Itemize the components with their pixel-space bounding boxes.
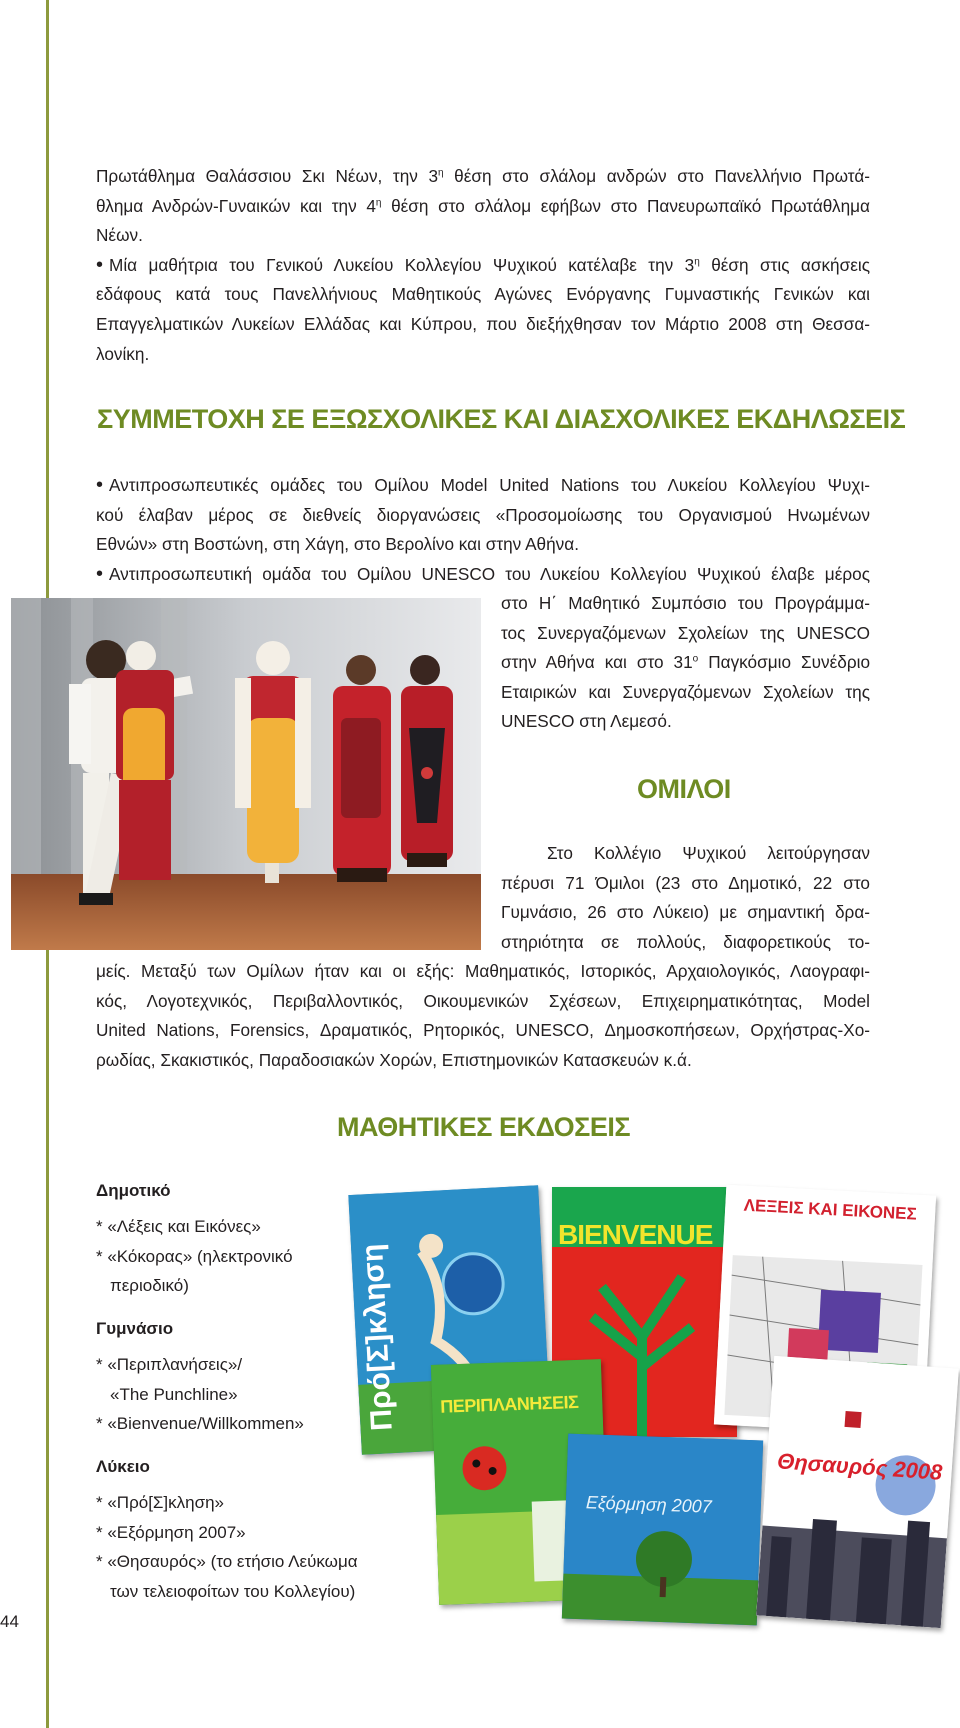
dancer-girl-4 (401, 655, 453, 867)
cover-title: ΛΕΞΕΙΣ ΚΑΙ ΕΙΚΟΝΕΣ (743, 1195, 918, 1224)
list-item: * «Πρό[Σ]κληση» (96, 1493, 225, 1512)
primary-list (96, 1212, 293, 1301)
dancer-girl-1 (116, 641, 174, 880)
cover-exormisi (562, 1434, 763, 1626)
group-heading-gymnasium: Γυμνάσιο (96, 1319, 174, 1338)
cover-title: Θησαυρός 2008 (776, 1448, 944, 1485)
list-item: * «Θησαυρός» (το ετήσιο Λεύκωμα (96, 1552, 358, 1572)
list-item: * «Κόκορας» (ηλεκτρονικό (96, 1246, 293, 1266)
clubs-paragraph-bottom: μείς. Μεταξύ των Ομίλων ήταν και οι εξής: Μαθηματικός, Ιστορικός, Αρχαιολογικός, Λαογραφι- κός, Λογοτεχνικός, Περιβαλλοντικός, Οικουμενικών Σχέσεων, Επιχειρηματικότητας, Model United Nations, Forensics, Δραματικός, Ρητορικός, UNESCO, Δημοσκοπήσεων, Ορχήστρας-Χο- ρωδίας, Σκακιστικός, Παραδοσιακών Χορών, Επιστημονικών Κατασκευών κ.ά. (96, 961, 870, 1070)
list-item: των τελειοφοίτων του Κολλεγίου) (110, 1581, 356, 1601)
page-number: 44 (0, 1612, 19, 1631)
list-item: * «Περιπλανήσεις»/ (96, 1355, 243, 1374)
list-item: «The Punchline» (110, 1384, 238, 1404)
cover-title: Πρό[Σ]κληση (355, 1242, 399, 1432)
cover-title: ΠΕΡΙΠΛΑΝΗΣΕΙΣ (439, 1391, 579, 1417)
cover-thisavros (756, 1356, 959, 1628)
events-paragraph: • Αντιπροσωπευτικές ομάδες του Ομίλου Model United Nations του Λυκείου Κολλεγίου Ψυχι- κού έλαβαν μέρος σε διεθνείς διοργανώσεις «Προσομοίωσης του Οργανισμού Ηνωμένων Εθνών» στη Βοστώνη, στη Χάγη, στο Βερολίνο και στην Αθήνα. • Αντιπροσωπευτική ομάδα του Ομίλου UNESCO του Λυκείου Κολλεγίου Ψυχικού έλαβε μέρος (96, 474, 870, 585)
dancer-girl-3 (333, 655, 391, 882)
list-item: περιοδικό) (110, 1276, 189, 1296)
list-item: * «Bienvenue/Willkommen» (96, 1414, 304, 1434)
unesco-paragraph: στο Η΄ Μαθητικό Συμπόσιο του Προγράμμα- τος Συνεργαζόμενων Σχολείων της UNESCO στην Αθήνα και στο $31^o$ Παγκόσμιο Συνέδριο Εταιρικών και Συνεργαζόμενων Σχολείων της UNESCO στη Λεμεσό. (501, 593, 870, 732)
cover-title: BIENVENUE (558, 1219, 713, 1250)
group-heading-lyceum: Λύκειο (96, 1457, 150, 1476)
clubs-paragraph-top: Στο Κολλέγιο Ψυχικού λειτούργησαν πέρυσι 71 Όμιλοι (23 στο Δημοτικό, 22 στο Γυμνάσιο, 26 στο Λύκειο) με σημαντική δρα- στηριότητα σε πολλούς, διαφορετικούς το- (501, 843, 870, 952)
section-title-publications: ΜΑΘΗΤΙΚΕΣ ΕΚΔΟΣΕΙΣ (337, 1112, 631, 1142)
cover-title: Εξόρμηση 2007 (585, 1492, 713, 1517)
section-title-events: ΣΥΜΜΕΤΟΧΗ ΣΕ ΕΞΩΣΧΟΛΙΚΕΣ ΚΑΙ ΔΙΑΣΧΟΛΙΚΕΣ ΕΚΔΗΛΩΣΕΙΣ (97, 404, 906, 434)
list-item: * «Εξόρμηση 2007» (96, 1522, 246, 1542)
lyceum-list (96, 1488, 358, 1606)
intro-paragraph: Πρωτάθλημα Θαλάσσιου Σκι Νέων, την $3^\eta$ θέση στο σλάλομ ανδρών στο Πανελλήνιο Πρωτά- θλημα Ανδρών-Γυναικών και την $4^\eta$ θέση στο σλάλομ εφήβων στο Πανευρωπαϊκό Πρωτάθλημα Νέων. • Μία μαθήτρια του Γενικού Λυκείου Κολλεγίου Ψυχικού κατέλαβε την $3^\eta$ θέση στις ασκήσεις εδάφους κατά τους Πανελλήνιους Μαθητικούς Αγώνες Ενόργανης Γυμναστικής Γενικών και Επαγγελματικών Λυκείων Ελλάδας και Κύπρου, που διεξήχθησαν τον Μάρτιο 2008 στη Θεσσα- λονίκη. (96, 166, 870, 364)
list-item: * «Λέξεις και Εικόνες» (96, 1217, 261, 1236)
section-title-clubs: ΟΜΙΛΟΙ (637, 774, 731, 804)
traditional-dance-photo (11, 598, 481, 950)
group-heading-primary: Δημοτικό (96, 1181, 171, 1200)
gymnasium-list (96, 1350, 304, 1439)
